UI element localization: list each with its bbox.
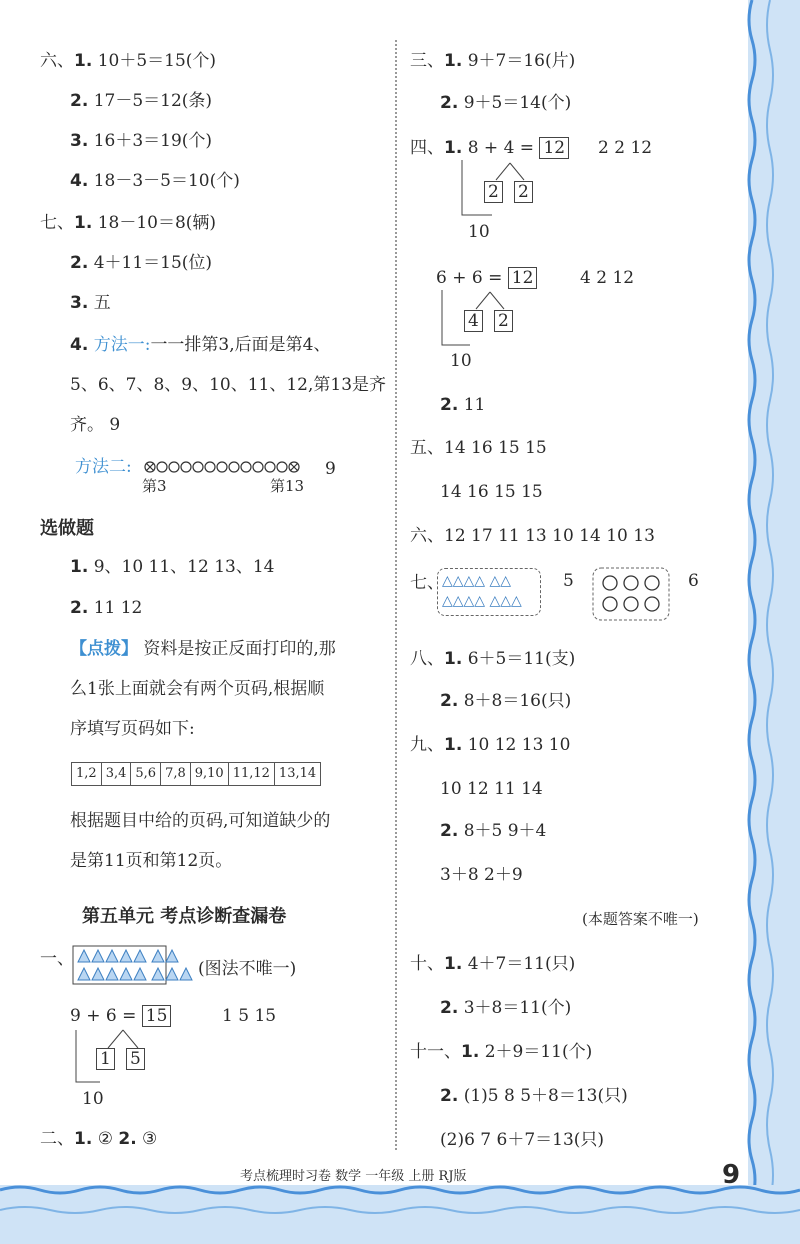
right-s4-ten-2: 10: [450, 351, 472, 371]
right-s5-line2: 14 16 15 15: [440, 482, 543, 502]
right-s7-label: 七、: [410, 573, 444, 593]
right-s4-ans1: 2 2 12: [598, 138, 653, 158]
right-s8-line1: 八、1. 6＋5＝11(支): [410, 649, 576, 669]
page-cell: 13,14: [274, 763, 320, 786]
triangle-group-box: [437, 568, 541, 616]
right-s4-ten-1: 10: [468, 222, 490, 242]
column-divider: [395, 40, 397, 1150]
u1-split-box-1: 1: [96, 1048, 115, 1070]
triangle-row-1: △△△△ △△: [442, 573, 512, 589]
left-s7-line3: 3. 五: [70, 293, 111, 313]
method-two-answer: 9: [325, 459, 336, 479]
right-s8-line2: 2. 8＋8＝16(只): [440, 691, 572, 711]
optional-section-title: 选做题: [40, 518, 94, 539]
right-s3-line2: 2. 9＋5＝14(个): [440, 93, 572, 113]
page-number-table: [71, 762, 321, 786]
right-s7-answer-circles: 6: [688, 571, 699, 591]
unit-title: 第五单元 考点诊断查漏卷: [82, 906, 287, 927]
u1-equation: 9 + 6 = 15: [70, 1005, 171, 1027]
left-s7-line6: 齐。 9: [70, 415, 121, 435]
left-s6-line4: 4. 18－3－5＝10(个): [70, 171, 240, 191]
left-s6-line1: 六、1. 10＋5＝15(个): [40, 51, 217, 71]
right-s9-note: (本题答案不唯一): [582, 910, 699, 928]
u1-ten: 10: [82, 1089, 104, 1109]
u2-line: 二、1. ② 2. ③: [40, 1129, 158, 1149]
page-number: 9: [722, 1160, 741, 1190]
right-s11-line1: 十一、1. 2＋9＝11(个): [410, 1042, 593, 1062]
page-cell: 5,6: [131, 763, 161, 786]
u1-answers: 1 5 15: [222, 1006, 277, 1026]
right-s7-answer-triangles: 5: [563, 571, 574, 591]
right-s4-eq2: 6 + 6 = 12: [436, 267, 537, 289]
optional-line1: 1. 9、10 11、12 13、14: [70, 557, 275, 577]
hint-line3: 序填写页码如下:: [70, 719, 195, 739]
right-s9-line2: 10 12 11 14: [440, 779, 543, 799]
right-s9-line4: 3＋8 2＋9: [440, 865, 523, 885]
u1-split-box-2: 5: [126, 1048, 145, 1070]
left-s6-line2: 2. 17－5＝12(条): [70, 91, 213, 111]
u1-note: (图法不唯一): [198, 959, 297, 979]
page-cell: 7,8: [161, 763, 191, 786]
hint-line1: 【点拨】 资料是按正反面打印的,那: [70, 639, 336, 659]
right-s6-line: 六、12 17 11 13 10 14 10 13: [410, 526, 655, 546]
page-cell: 11,12: [228, 763, 274, 786]
left-s6-line3: 3. 16＋3＝19(个): [70, 131, 213, 151]
triangle-row-2: △△△△ △△△: [442, 593, 522, 609]
left-s7-line5: 5、6、7、8、9、10、11、12,第13是齐: [70, 375, 387, 395]
left-s7-line1: 七、1. 18－10＝8(辆): [40, 213, 217, 233]
right-s9-line1: 九、1. 10 12 13 10: [410, 735, 571, 755]
right-s4-eq1: 四、1. 8 + 4 = 12: [410, 137, 569, 159]
page-cell: 9,10: [190, 763, 228, 786]
label-third: 第3: [142, 477, 167, 495]
left-s7-line2: 2. 4＋11＝15(位): [70, 253, 213, 273]
right-s11-line3: (2)6 7 6＋7＝13(只): [440, 1130, 605, 1150]
u1-label: 一、: [40, 949, 74, 969]
right-s4-q2: 2. 11: [440, 395, 486, 415]
right-s11-line2: 2. (1)5 8 5＋8＝13(只): [440, 1086, 628, 1106]
optional-line2: 2. 11 12: [70, 598, 143, 618]
right-s5-line1: 五、14 16 15 15: [410, 438, 547, 458]
right-s10-line2: 2. 3＋8＝11(个): [440, 998, 572, 1018]
right-s10-line1: 十、1. 4＋7＝11(只): [410, 954, 576, 974]
label-thirteenth: 第13: [270, 477, 305, 495]
hint-line4: 根据题目中给的页码,可知道缺少的: [70, 811, 331, 831]
right-s4-box-d: 2: [494, 310, 513, 332]
left-s7-line4: 4. 方法一:一一排第3,后面是第4、: [70, 335, 331, 355]
hint-line5: 是第11页和第12页。: [70, 851, 233, 871]
page-cell: 3,4: [101, 763, 131, 786]
right-s3-line1: 三、1. 9＋7＝16(片): [410, 51, 576, 71]
right-s4-ans2: 4 2 12: [580, 268, 635, 288]
method-two-label: 方法二:: [75, 457, 132, 477]
hint-line2: 么1张上面就会有两个页码,根据顺: [70, 679, 325, 699]
right-s4-box-c: 4: [464, 310, 483, 332]
right-s4-box-a: 2: [484, 181, 503, 203]
page-cell: 1,2: [72, 763, 102, 786]
right-s4-box-b: 2: [514, 181, 533, 203]
footer-text: 考点梳理时习卷 数学 一年级 上册 RJ版: [240, 1169, 467, 1184]
right-s9-line3: 2. 8＋5 9＋4: [440, 821, 547, 841]
